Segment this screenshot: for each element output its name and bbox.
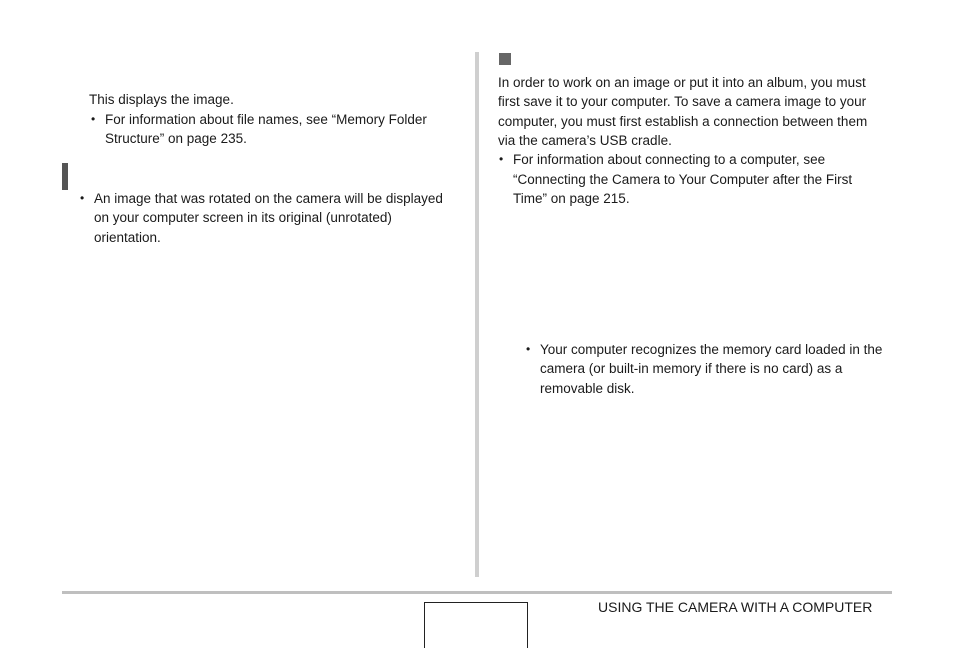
connect-bullet-line1: For information about connecting to a computer, see <box>513 152 826 167</box>
recognize-bullet-line3: removable disk. <box>540 381 635 396</box>
section-square-icon <box>499 53 511 65</box>
column-divider <box>475 52 479 577</box>
bullet-dot: • <box>80 191 85 205</box>
intro-paragraph-line1: In order to work on an image or put it into an album, you must <box>498 75 866 90</box>
intro-paragraph-line2: first save it to your computer. To save a camera image to your <box>498 94 867 109</box>
intro-paragraph-line4: via the camera’s USB cradle. <box>498 133 672 148</box>
note-bullet-line2: on your computer screen in its original (unrotated) <box>94 210 392 225</box>
note-bullet-line3: orientation. <box>94 230 161 245</box>
footer-section-title: USING THE CAMERA WITH A COMPUTER <box>598 599 873 615</box>
page-number-box <box>424 602 528 648</box>
connect-bullet-line2: “Connecting the Camera to Your Computer after the First <box>513 172 853 187</box>
file-names-bullet-line2: Structure” on page 235. <box>105 131 247 146</box>
recognize-bullet-line1: Your computer recognizes the memory card loaded in the <box>540 342 883 357</box>
bullet-dot: • <box>91 112 96 126</box>
intro-paragraph-line3: computer, you must first establish a connection between them <box>498 114 868 129</box>
intro-text: This displays the image. <box>89 92 234 107</box>
note-bullet-line1: An image that was rotated on the camera will be displayed <box>94 191 443 206</box>
file-names-bullet-line1: For information about file names, see “Memory Folder <box>105 112 427 127</box>
connect-bullet-line3: Time” on page 215. <box>513 191 630 206</box>
section-marker-bar <box>62 163 68 190</box>
recognize-bullet-line2: camera (or built-in memory if there is no card) as a <box>540 361 843 376</box>
bullet-dot: • <box>499 152 504 166</box>
bullet-dot: • <box>526 342 531 356</box>
footer-rule <box>62 591 892 594</box>
